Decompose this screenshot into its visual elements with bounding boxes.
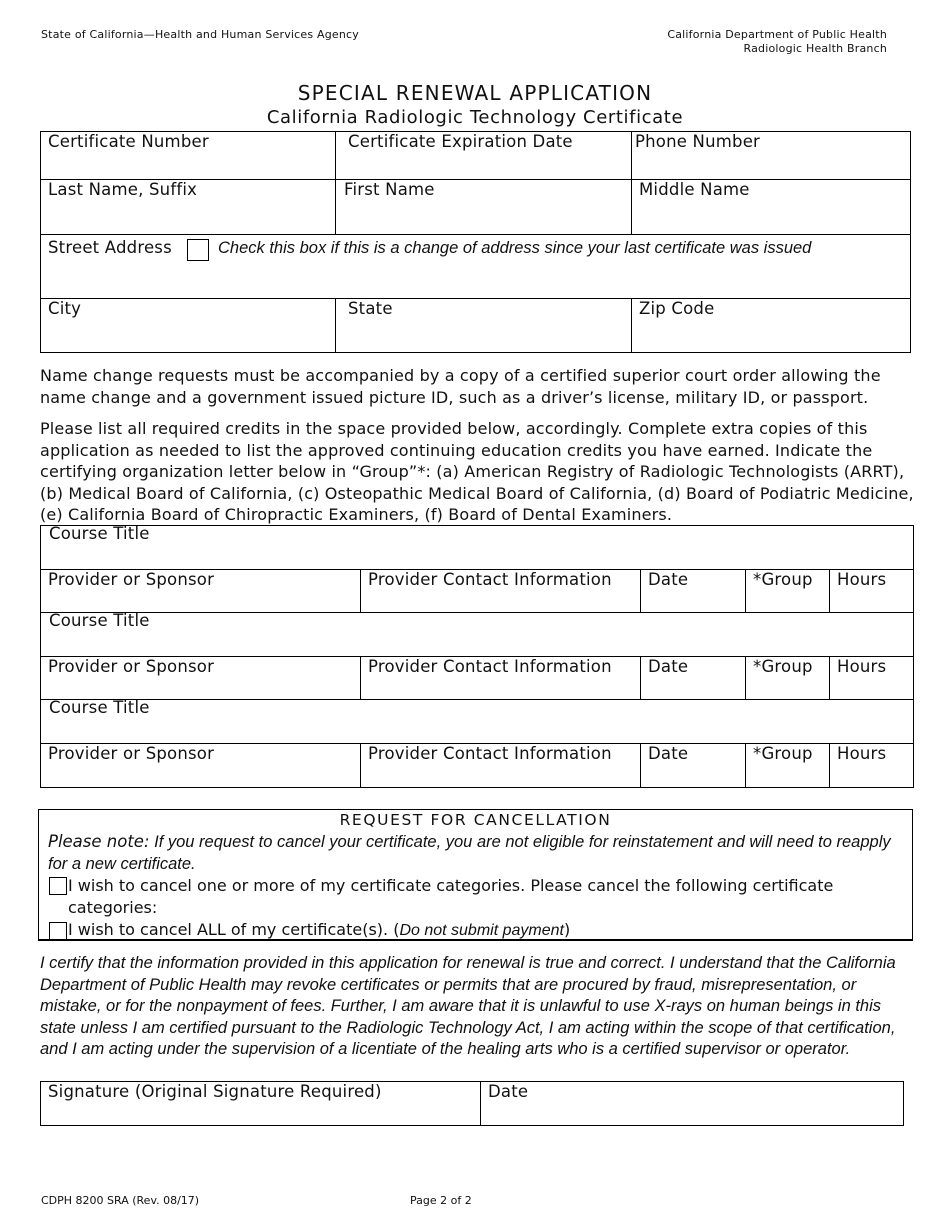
form-id: CDPH 8200 SRA (Rev. 08/17)	[41, 1194, 200, 1207]
cancellation-box	[38, 809, 913, 941]
provider-label: Provider or Sponsor	[48, 570, 215, 589]
course-title-field[interactable]	[41, 613, 913, 657]
applicant-info-table	[40, 131, 911, 353]
branch-name: Radiologic Health Branch	[743, 42, 887, 55]
contact-label: Provider Contact Information	[368, 570, 612, 589]
contact-label: Provider Contact Information	[368, 744, 612, 763]
provider-field[interactable]	[41, 570, 361, 613]
group-label: *Group	[753, 744, 813, 763]
course-table	[40, 525, 914, 788]
credits-instructions: Please list all required credits in the space provided below, accordingly. Complete extra copies of this application as needed to list the approved continuing education credits you have earned. Indicate the certifying organization letter below in “Group”*: (a) American Registry of Radiologic Technologists (ARRT), (b) Medical Board of California, (c) Osteopathic Medical Board of California, (d) Board of Podiatric Medicine, (e) California Board of Chiropractic Examiners, (f) Board of Dental Examiners.	[40, 419, 914, 524]
group-field[interactable]	[746, 570, 830, 613]
group-field[interactable]	[746, 744, 830, 787]
hours-label: Hours	[837, 570, 887, 589]
agency-name: State of California—Health and Human Services Agency	[41, 28, 360, 41]
cancel-all-text: I wish to cancel ALL of my certificate(s). (	[68, 920, 400, 939]
address-change-checkbox[interactable]	[187, 239, 209, 261]
cancel-all-paren: )	[563, 920, 571, 939]
cancellation-heading: REQUEST FOR CANCELLATION	[339, 811, 612, 829]
zip-code-field[interactable]	[632, 299, 910, 352]
group-field[interactable]	[746, 657, 830, 700]
middle-name-field[interactable]	[632, 180, 910, 235]
signature-field[interactable]	[41, 1082, 481, 1125]
contact-field[interactable]	[361, 657, 641, 700]
phone-number-field[interactable]	[632, 132, 910, 180]
cancel-all-checkbox[interactable]	[49, 922, 67, 940]
date-field[interactable]	[641, 744, 746, 787]
zip-code-label: Zip Code	[639, 299, 715, 318]
group-label: *Group	[753, 657, 813, 676]
cancel-all-option	[68, 919, 888, 942]
page-subtitle: California Radiologic Technology Certificate	[266, 107, 684, 128]
department-name: California Department of Public Health	[667, 28, 887, 41]
cancel-all-payment-note: Do not submit payment	[399, 922, 564, 939]
signature-date-field[interactable]	[481, 1082, 903, 1125]
date-label: Date	[648, 744, 689, 763]
group-label: *Group	[753, 570, 813, 589]
course-title-label: Course Title	[49, 611, 150, 630]
date-label: Date	[648, 657, 689, 676]
last-name-field[interactable]	[41, 180, 336, 235]
hours-field[interactable]	[830, 570, 913, 613]
state-field[interactable]	[336, 299, 632, 352]
date-field[interactable]	[641, 657, 746, 700]
cancel-some-checkbox[interactable]	[49, 877, 67, 895]
date-field[interactable]	[641, 570, 746, 613]
provider-label: Provider or Sponsor	[48, 744, 215, 763]
signature-label: Signature (Original Signature Required)	[48, 1082, 382, 1101]
certificate-expiration-label: Certificate Expiration Date	[348, 132, 573, 151]
last-name-label: Last Name, Suffix	[48, 180, 198, 199]
signature-table	[40, 1081, 904, 1126]
hours-label: Hours	[837, 744, 887, 763]
contact-label: Provider Contact Information	[368, 657, 612, 676]
cancellation-note-label: Please note:	[48, 832, 150, 851]
contact-field[interactable]	[361, 744, 641, 787]
certificate-expiration-field[interactable]	[336, 132, 632, 180]
page-number: Page 2 of 2	[410, 1194, 472, 1207]
middle-name-label: Middle Name	[639, 180, 750, 199]
street-address-field[interactable]	[41, 235, 910, 299]
certification-statement: I certify that the information provided in this application for renewal is true and correct. I understand that the California Department of Public Health may revoke certificates or permits that are procured by fraud, misrepresentation, or mistake, or for the nonpayment of fees. Further, I am aware that it is unlawful to use X-rays on human beings in this state unless I am certified pursuant to the Radiologic Technology Act, I am acting within the scope of that certification, and I am acting under the supervision of a licentiate of the healing arts who is a certified supervisor or operator.	[40, 954, 896, 1058]
page-title: SPECIAL RENEWAL APPLICATION	[297, 81, 653, 105]
cancellation-note	[48, 831, 908, 875]
course-title-field[interactable]	[41, 700, 913, 744]
certificate-number-field[interactable]	[41, 132, 336, 180]
street-address-label: Street Address	[48, 238, 172, 257]
contact-field[interactable]	[361, 570, 641, 613]
course-title-label: Course Title	[49, 524, 150, 543]
course-title-label: Course Title	[49, 698, 150, 717]
address-change-note: Check this box if this is a change of address since your last certificate was issued	[218, 239, 812, 257]
first-name-label: First Name	[344, 180, 435, 199]
cancellation-note-text: If you request to cancel your certificate, you are not eligible for reinstatement and will need to reapply for a new certificate.	[48, 833, 891, 873]
hours-label: Hours	[837, 657, 887, 676]
department-header	[667, 28, 887, 56]
signature-date-label: Date	[488, 1082, 529, 1101]
cancel-some-option: I wish to cancel one or more of my certificate categories. Please cancel the following certificate categories:	[68, 876, 834, 917]
date-label: Date	[648, 570, 689, 589]
certificate-number-label: Certificate Number	[48, 132, 209, 151]
city-field[interactable]	[41, 299, 336, 352]
first-name-field[interactable]	[336, 180, 632, 235]
provider-field[interactable]	[41, 744, 361, 787]
provider-field[interactable]	[41, 657, 361, 700]
name-change-instructions: Name change requests must be accompanied by a copy of a certified superior court order allowing the name change and a government issued picture ID, such as a driver’s license, military ID, or passport.	[40, 366, 881, 407]
course-title-field[interactable]	[41, 526, 913, 570]
provider-label: Provider or Sponsor	[48, 657, 215, 676]
city-label: City	[48, 299, 82, 318]
hours-field[interactable]	[830, 657, 913, 700]
phone-number-label: Phone Number	[635, 132, 761, 151]
hours-field[interactable]	[830, 744, 913, 787]
state-label: State	[348, 299, 393, 318]
